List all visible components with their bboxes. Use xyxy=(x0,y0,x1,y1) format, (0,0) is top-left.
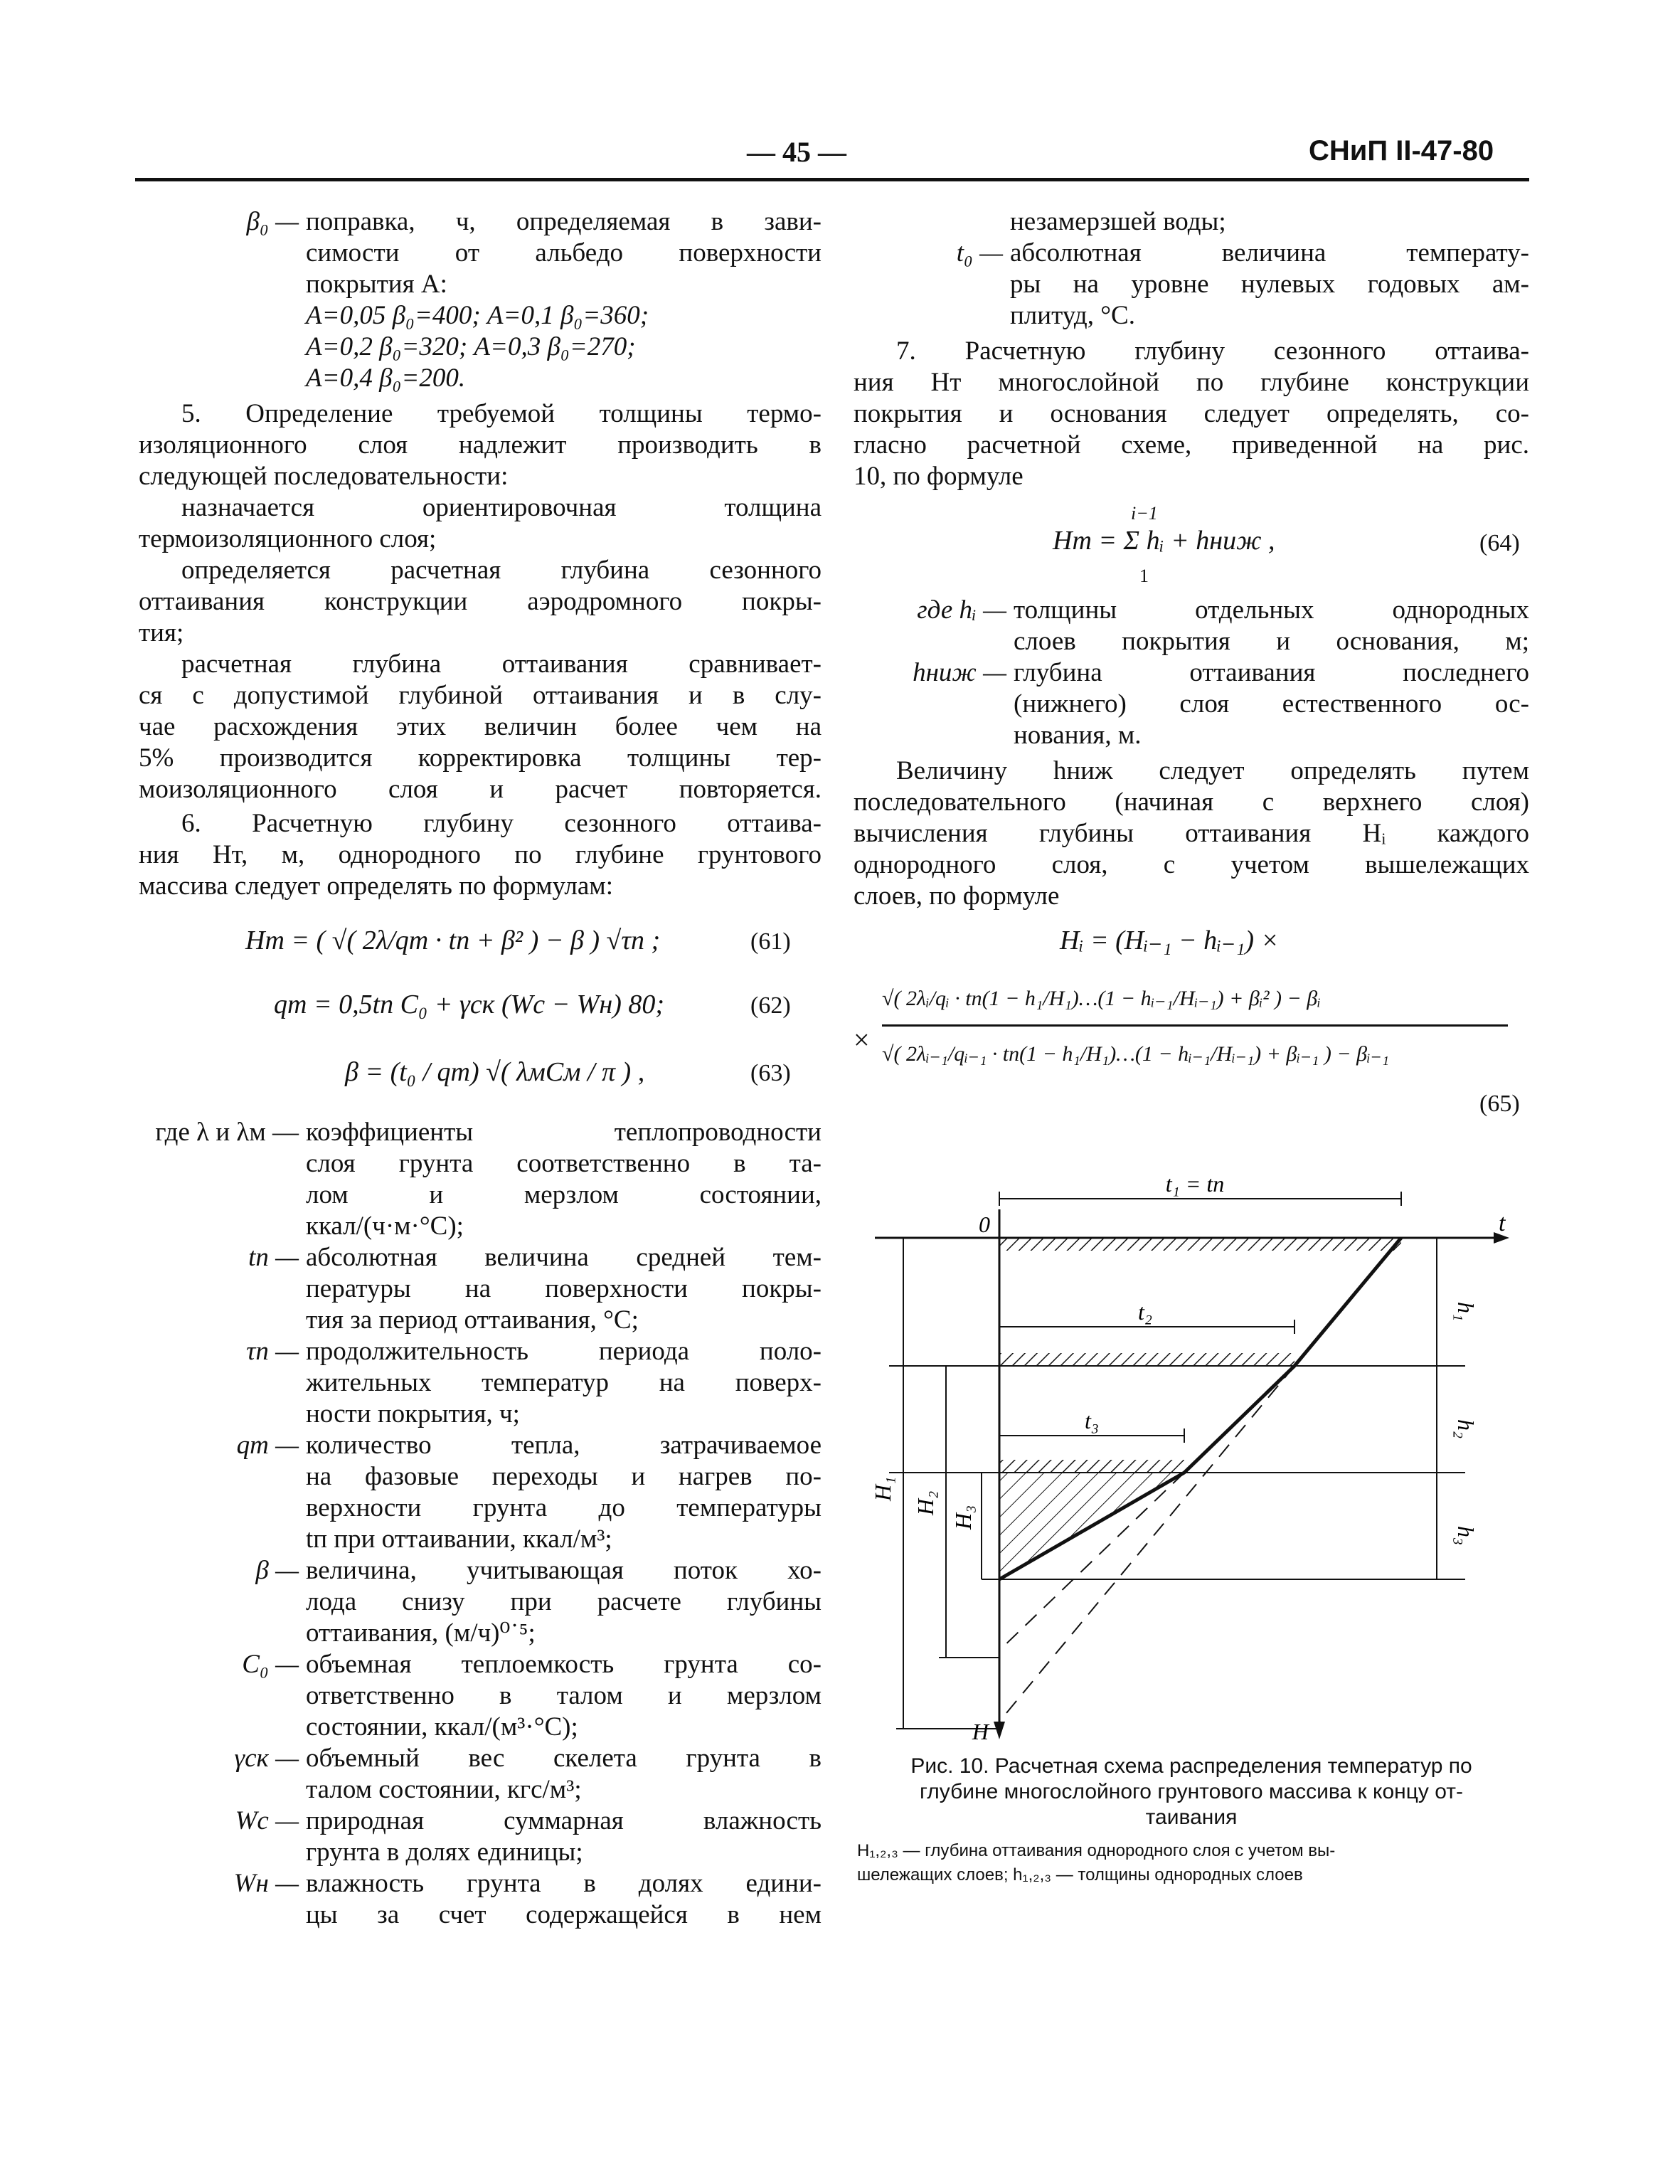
def-symbol: γск — xyxy=(234,1744,299,1773)
beta0-values: A=0,2 β₀=320; A=0,3 β₀=270; xyxy=(306,332,636,361)
item6-line: ния Hт, м, однородного по глубине грунтового xyxy=(139,840,822,869)
h1-label: h₁ xyxy=(1453,1302,1479,1322)
def-line: объемная теплоемкость грунта со- xyxy=(306,1650,822,1679)
item7-line: 10, по формуле xyxy=(854,462,1024,491)
h3-label: h₃ xyxy=(1453,1526,1479,1546)
header-rule xyxy=(135,178,1529,181)
figure-caption xyxy=(850,1754,1533,1830)
item5-line: расчетная глубина оттаивания сравнивает- xyxy=(181,650,822,679)
def-line: ности покрытия, ч; xyxy=(306,1399,520,1428)
item5-line: термоизоляционного слоя; xyxy=(139,524,437,553)
formula-64-lower: 1 xyxy=(1139,566,1149,586)
def64-symbol: где hᵢ — xyxy=(917,595,1006,625)
def-line: оттаивания, (м/ч)⁰˙⁵; xyxy=(306,1618,536,1648)
def-line: тия за период оттаивания, °С; xyxy=(306,1305,639,1335)
origin-label: 0 xyxy=(979,1212,990,1237)
formula-62-number: (62) xyxy=(750,992,791,1019)
formula-65-line1: Hᵢ = (Hᵢ₋₁ − hᵢ₋₁) × xyxy=(1060,926,1280,955)
item7-line: ния Hт многослойной по глубине конструкции xyxy=(854,368,1529,397)
def-line: состоянии, ккал/(м³·°С); xyxy=(306,1712,578,1742)
def-line: продолжительность периода поло- xyxy=(306,1337,822,1366)
item6-line: 6. Расчетную глубину сезонного оттаива- xyxy=(181,809,822,838)
formula-65-denominator: √( 2λᵢ₋₁/qᵢ₋₁ · tп(1 − h₁/H₁)…(1 − hᵢ₋₁/Hᵢ₋₁) + βᵢ₋₁ ) − βᵢ₋₁ xyxy=(882,1042,1390,1066)
para-line: Величину hниж следует определять путем xyxy=(896,756,1529,785)
t0-line: плитуд, °С. xyxy=(1010,301,1135,330)
surface-hatch-2 xyxy=(999,1353,1294,1366)
def-line: лода снизу при расчете глубины xyxy=(306,1587,822,1616)
def-line: жительных температур на поверх- xyxy=(306,1368,822,1397)
item5-line: 5% производится корректировка толщины тер- xyxy=(139,743,822,773)
def-line: грунта в долях единицы; xyxy=(306,1838,583,1867)
H1-label: H₁ xyxy=(870,1476,895,1501)
document-code: СНиП II-47-80 xyxy=(1309,135,1494,166)
beta0-line: симости от альбедо поверхности xyxy=(306,238,822,267)
t2-label: t₂ xyxy=(1137,1299,1153,1325)
def-line: величина, учитывающая поток хо- xyxy=(306,1556,822,1585)
def-line: лом и мерзлом состоянии, xyxy=(306,1180,822,1209)
para-line: вычисления глубины оттаивания Hᵢ каждого xyxy=(854,819,1529,848)
def64-line: слоев покрытия и основания, м; xyxy=(1014,627,1529,656)
formula-65-numerator: √( 2λᵢ/qᵢ · tп(1 − h₁/H₁)…(1 − hᵢ₋₁/Hᵢ₋₁) + βᵢ² ) − βᵢ xyxy=(882,987,1321,1010)
def-symbol: tп — xyxy=(248,1243,299,1272)
item7-line: покрытия и основания следует определять, со- xyxy=(854,399,1529,428)
page-number: — 45 — xyxy=(747,136,846,168)
formula-65-number: (65) xyxy=(1479,1091,1520,1117)
t3-label: t₃ xyxy=(1084,1408,1100,1433)
beta0-values: A=0,05 β₀=400; A=0,1 β₀=360; xyxy=(306,301,649,330)
def-line: tп при оттаивании, ккал/м³; xyxy=(306,1525,612,1554)
surface-hatch-3 xyxy=(999,1460,1184,1473)
def-line: ответственно в талом и мерзлом xyxy=(306,1681,822,1710)
def-symbol: β — xyxy=(255,1556,299,1585)
def-line: коэффициенты теплопроводности xyxy=(306,1118,822,1147)
item5-line: назначается ориентировочная толщина xyxy=(181,493,822,522)
item5-line: 5. Определение требуемой толщины термо- xyxy=(181,399,822,428)
h2-label: h₂ xyxy=(1453,1419,1479,1439)
def-symbol: C₀ — xyxy=(242,1650,299,1679)
formula-61-number: (61) xyxy=(750,928,791,955)
def-line: объемный вес скелета грунта в xyxy=(306,1744,822,1773)
t-axis-label: t xyxy=(1499,1210,1506,1236)
def64-line: (нижнего) слоя естественного ос- xyxy=(1014,689,1529,719)
formula-64: Hт = Σ hᵢ + hниж , xyxy=(1053,526,1275,556)
def-symbol: qт — xyxy=(236,1431,299,1460)
item5-line: ся с допустимой глубиной оттаивания и в слу- xyxy=(139,681,822,710)
h-axis-arrow xyxy=(994,1722,1005,1739)
def-line: влажность грунта в долях едини- xyxy=(306,1869,822,1898)
def-line: талом состоянии, кгс/м³; xyxy=(306,1775,582,1804)
formula-61: Hт = ( √( 2λ/qт · tп + β² ) − β ) √τп ; xyxy=(245,926,661,955)
formula-62: qт = 0,5tп C₀ + γск (Wс − Wн) 80; xyxy=(274,990,665,1019)
left-column xyxy=(139,206,822,1929)
t1-label: t₁ = tп xyxy=(1165,1171,1225,1197)
legend-line: H₁,₂,₃ — глубина оттаивания однородного слоя с учетом вы- xyxy=(857,1841,1336,1860)
figure-10-diagram xyxy=(861,1167,1515,1743)
def64-symbol: hниж — xyxy=(913,658,1006,687)
item5-line: следующей последовательности: xyxy=(139,462,509,491)
def-line: слоя грунта соответственно в та- xyxy=(306,1149,822,1178)
t0-line: абсолютная величина температу- xyxy=(1010,238,1529,267)
formula-65-times: × xyxy=(854,1024,870,1056)
def-line: природная суммарная влажность xyxy=(306,1806,822,1835)
item6-line: массива следует определять по формулам: xyxy=(139,871,613,901)
caption-line: глубине многослойного грунтового массива к концу от- xyxy=(919,1780,1463,1803)
para-line: слоев, по формуле xyxy=(854,881,1060,911)
def-line: цы за счет содержащейся в нем xyxy=(306,1900,822,1929)
def-line: количество тепла, затрачиваемое xyxy=(306,1431,822,1460)
continuation-line: незамерзшей воды; xyxy=(1010,207,1226,236)
def64-line: нования, м. xyxy=(1014,721,1142,750)
figure-legend xyxy=(857,1839,1533,1887)
caption-line: Рис. 10. Расчетная схема распределения температур по xyxy=(910,1754,1472,1778)
def-symbol: где λ и λм — xyxy=(155,1118,299,1147)
surface-hatch-1 xyxy=(999,1238,1401,1251)
t0-line: ры на уровне нулевых годовых ам- xyxy=(1010,270,1529,299)
item7-line: 7. Расчетную глубину сезонного оттаива- xyxy=(896,336,1529,366)
para-line: последовательного (начиная с верхнего слоя) xyxy=(854,788,1529,817)
para-line: однородного слоя, с учетом вышележащих xyxy=(854,850,1529,879)
item5-line: изоляционного слоя надлежит производить в xyxy=(139,430,822,460)
formula-65-fraction-bar xyxy=(882,1024,1508,1027)
item5-line: тия; xyxy=(139,618,184,647)
item5-line: моизоляционного слоя и расчет повторяется. xyxy=(139,775,822,804)
t0-symbol: t₀ — xyxy=(956,238,1003,267)
item5-line: определяется расчетная глубина сезонного xyxy=(181,556,822,585)
def64-line: глубина оттаивания последнего xyxy=(1014,658,1529,687)
def-line: абсолютная величина средней тем- xyxy=(306,1243,822,1272)
beta0-line: покрытия A: xyxy=(306,270,447,299)
def-symbol: Wн — xyxy=(233,1869,299,1898)
formula-64-upper: i−1 xyxy=(1131,503,1158,524)
def-symbol: τп — xyxy=(246,1337,299,1366)
item5-line: чае расхождения этих величин более чем на xyxy=(139,712,822,741)
beta0-values: A=0,4 β₀=200. xyxy=(306,364,466,393)
def64-line: толщины отдельных однородных xyxy=(1014,595,1529,625)
caption-line: таивания xyxy=(1145,1806,1238,1829)
beta0-line: поправка, ч, определяемая в зави- xyxy=(306,207,822,236)
def-line: на фазовые переходы и нагрев по- xyxy=(306,1462,822,1491)
def-line: ккал/(ч·м·°С); xyxy=(306,1212,464,1241)
H2-label: H₂ xyxy=(913,1490,938,1515)
formula-63-number: (63) xyxy=(750,1060,791,1086)
legend-line: шележащих слоев; h₁,₂,₃ — толщины однородных слоев xyxy=(857,1865,1303,1885)
h-axis-label: H xyxy=(972,1719,989,1743)
item5-line: оттаивания конструкции аэродромного покры- xyxy=(139,587,822,616)
formula-64-number: (64) xyxy=(1479,530,1520,556)
H3-label: H₃ xyxy=(950,1505,976,1530)
def-symbol: Wс — xyxy=(235,1806,299,1835)
def-line: пературы на поверхности покры- xyxy=(306,1274,822,1303)
item7-line: гласно расчетной схеме, приведенной на рис. xyxy=(854,430,1529,460)
def-line: верхности грунта до температуры xyxy=(306,1493,822,1522)
formula-63: β = (t₀ / qт) √( λмCм / π ) , xyxy=(345,1057,645,1087)
beta0-symbol: β₀ — xyxy=(246,207,299,236)
